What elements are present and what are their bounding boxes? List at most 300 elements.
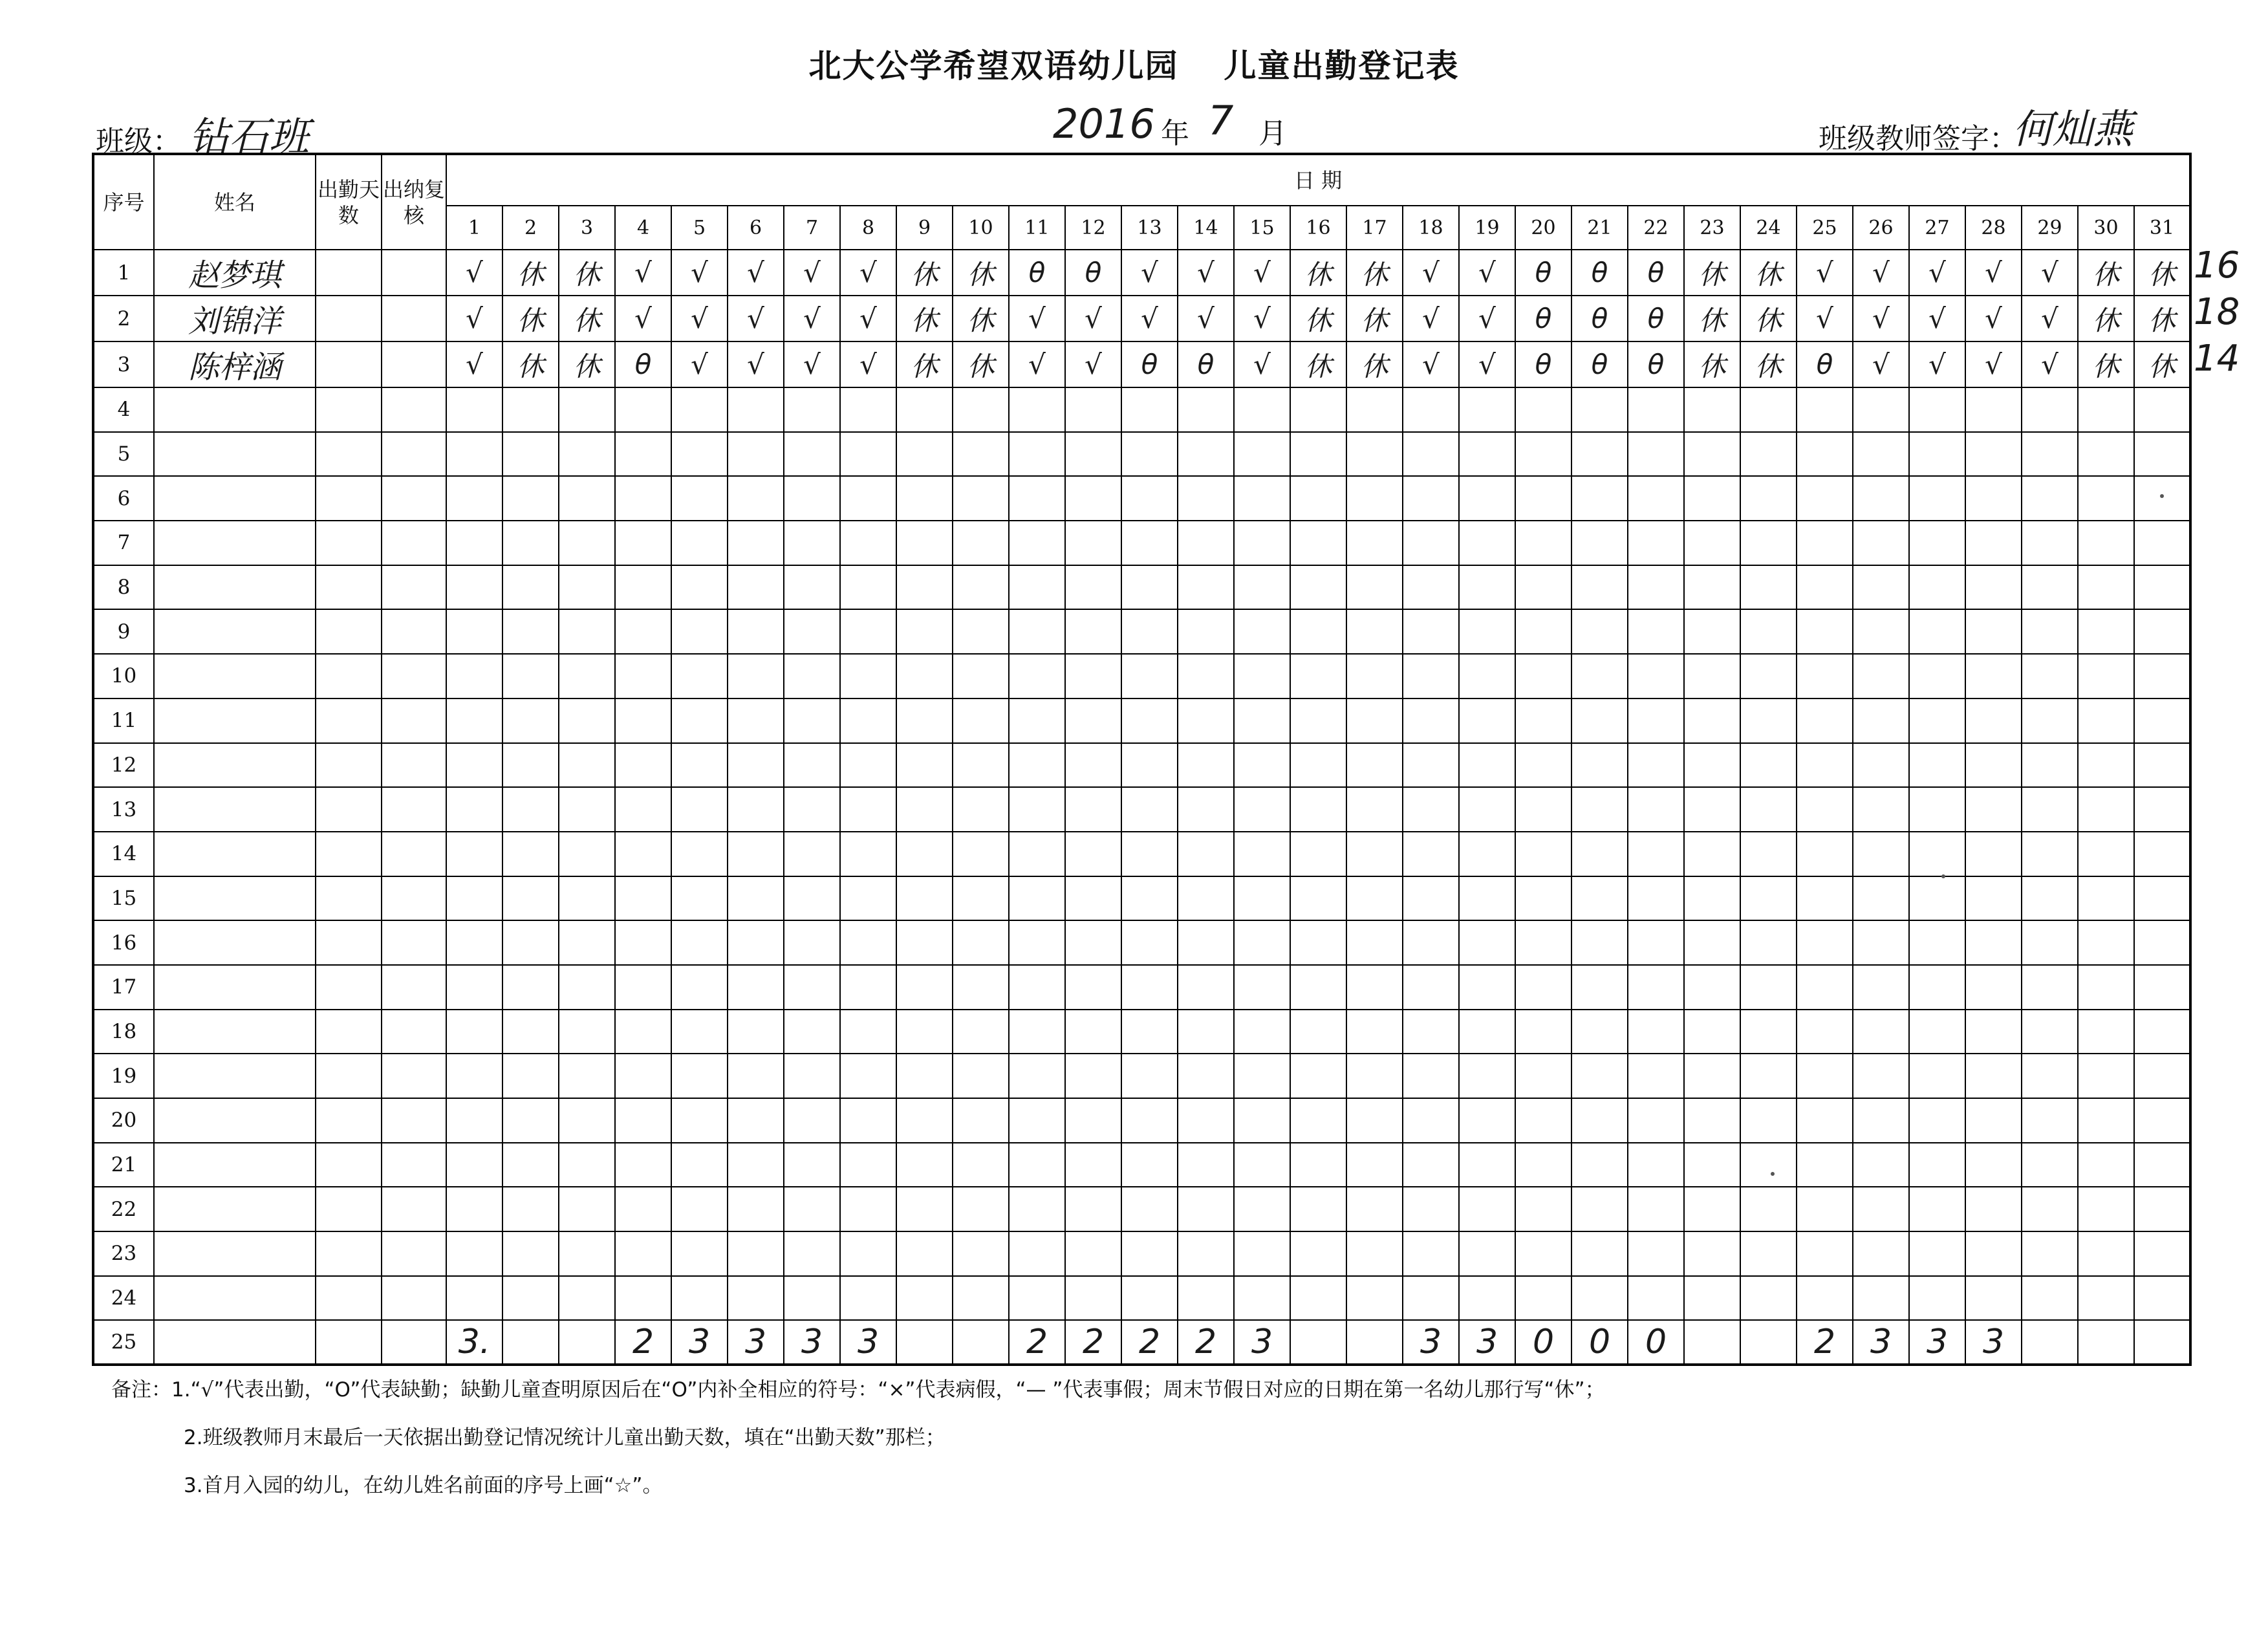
- attendance-cell[interactable]: [1009, 341, 1065, 387]
- attendance-cell[interactable]: [784, 1276, 840, 1321]
- attendance-cell[interactable]: [1009, 1187, 1065, 1231]
- attendance-cell[interactable]: [1684, 1231, 1740, 1276]
- attendance-cell[interactable]: [1740, 1143, 1797, 1187]
- attendance-cell[interactable]: [615, 1054, 671, 1098]
- attendance-cell[interactable]: [1121, 521, 1178, 565]
- attendance-cell[interactable]: [502, 1276, 559, 1321]
- cashier-review-cell[interactable]: [382, 476, 446, 521]
- attendance-cell[interactable]: [1290, 743, 1346, 788]
- attendance-cell[interactable]: [1121, 1054, 1178, 1098]
- attendance-cell[interactable]: [840, 1143, 896, 1187]
- attendance-cell[interactable]: [1403, 250, 1459, 296]
- attendance-cell[interactable]: [1515, 476, 1571, 521]
- attendance-cell[interactable]: [446, 1054, 502, 1098]
- attendance-cell[interactable]: [1740, 965, 1797, 1010]
- attendance-cell[interactable]: [784, 1054, 840, 1098]
- attendance-cell[interactable]: [1571, 1187, 1628, 1231]
- attendance-cell[interactable]: [615, 743, 671, 788]
- attendance-cell[interactable]: [1797, 476, 1853, 521]
- attendance-cell[interactable]: [1684, 698, 1740, 743]
- cashier-review-cell[interactable]: [382, 1231, 446, 1276]
- attendance-cell[interactable]: [2022, 743, 2078, 788]
- attendance-cell[interactable]: [728, 476, 784, 521]
- attendance-cell[interactable]: [2078, 387, 2134, 432]
- attendance-cell[interactable]: [1346, 965, 1403, 1010]
- attendance-cell[interactable]: [2134, 1276, 2190, 1321]
- attendance-cell[interactable]: [671, 1098, 728, 1143]
- attendance-cell[interactable]: [1234, 743, 1290, 788]
- attendance-cell[interactable]: [2134, 1231, 2190, 1276]
- attendance-cell[interactable]: [1178, 341, 1234, 387]
- attendance-cell[interactable]: [1853, 341, 1909, 387]
- attendance-cell[interactable]: [1740, 1010, 1797, 1054]
- attendance-cell[interactable]: [2134, 250, 2190, 296]
- attendance-cell[interactable]: [446, 476, 502, 521]
- attendance-cell[interactable]: [1740, 920, 1797, 965]
- attendance-cell[interactable]: [671, 1010, 728, 1054]
- attendance-cell[interactable]: [1121, 1187, 1178, 1231]
- attendance-cell[interactable]: [1797, 698, 1853, 743]
- student-name-cell[interactable]: [154, 1010, 316, 1054]
- attendance-cell[interactable]: [896, 432, 953, 477]
- attendance-cell[interactable]: [1740, 743, 1797, 788]
- attendance-cell[interactable]: [1065, 698, 1121, 743]
- attendance-cell[interactable]: [1853, 1231, 1909, 1276]
- attendance-cell[interactable]: [784, 432, 840, 477]
- attendance-cell[interactable]: [671, 1187, 728, 1231]
- attendance-cell[interactable]: [446, 609, 502, 654]
- attendance-cell[interactable]: [1009, 250, 1065, 296]
- attendance-cell[interactable]: [1346, 787, 1403, 832]
- attendance-cell[interactable]: [1909, 521, 1965, 565]
- attendance-cell[interactable]: [1684, 1098, 1740, 1143]
- attendance-cell[interactable]: [953, 565, 1009, 610]
- attendance-cell[interactable]: [1965, 1054, 2022, 1098]
- attendance-cell[interactable]: [1459, 1010, 1515, 1054]
- cashier-review-cell[interactable]: [382, 787, 446, 832]
- attendance-cell[interactable]: [1403, 1187, 1459, 1231]
- student-name-cell[interactable]: [154, 1276, 316, 1321]
- attendance-cell[interactable]: [1009, 1231, 1065, 1276]
- attendance-cell[interactable]: [559, 1054, 615, 1098]
- attendance-cell[interactable]: [1740, 609, 1797, 654]
- attendance-cell[interactable]: [1178, 654, 1234, 698]
- attendance-cell[interactable]: [502, 521, 559, 565]
- attendance-cell[interactable]: [1290, 698, 1346, 743]
- attendance-cell[interactable]: [1515, 698, 1571, 743]
- attendance-cell[interactable]: [1571, 876, 1628, 921]
- attendance-cell[interactable]: [2078, 1276, 2134, 1321]
- attendance-cell[interactable]: [1403, 654, 1459, 698]
- attendance-cell[interactable]: [1740, 250, 1797, 296]
- attendance-cell[interactable]: [2022, 341, 2078, 387]
- attendance-cell[interactable]: [446, 1231, 502, 1276]
- attendance-cell[interactable]: [2078, 476, 2134, 521]
- attendance-cell[interactable]: [1065, 832, 1121, 876]
- attendance-cell[interactable]: [2134, 1187, 2190, 1231]
- attendance-cell[interactable]: [1684, 965, 1740, 1010]
- attendance-cell[interactable]: [671, 296, 728, 341]
- attendance-cell[interactable]: [1121, 250, 1178, 296]
- attendance-cell[interactable]: [1178, 787, 1234, 832]
- attendance-cell[interactable]: [559, 1010, 615, 1054]
- attendance-cell[interactable]: [1684, 432, 1740, 477]
- attendance-cell[interactable]: [840, 787, 896, 832]
- attendance-cell[interactable]: [1628, 1187, 1684, 1231]
- cashier-review-cell[interactable]: [382, 1010, 446, 1054]
- attendance-cell[interactable]: [840, 698, 896, 743]
- attendance-cell[interactable]: [1234, 1187, 1290, 1231]
- attendance-cell[interactable]: [1121, 341, 1178, 387]
- attendance-cell[interactable]: [1571, 609, 1628, 654]
- attendance-cell[interactable]: [1797, 787, 1853, 832]
- attendance-cell[interactable]: [615, 920, 671, 965]
- student-name-cell[interactable]: [154, 876, 316, 921]
- attendance-cell[interactable]: [1459, 341, 1515, 387]
- attendance-cell[interactable]: [671, 965, 728, 1010]
- attendance-cell[interactable]: [728, 1320, 784, 1365]
- attendance-cell[interactable]: [671, 1231, 728, 1276]
- attendance-cell[interactable]: [840, 1010, 896, 1054]
- attendance-cell[interactable]: [2134, 787, 2190, 832]
- attendance-cell[interactable]: [1909, 387, 1965, 432]
- attendance-cell[interactable]: [2022, 1187, 2078, 1231]
- attendance-cell[interactable]: [1853, 565, 1909, 610]
- attendance-cell[interactable]: [1797, 432, 1853, 477]
- attendance-cell[interactable]: [1121, 698, 1178, 743]
- attendance-cell[interactable]: [1290, 1320, 1346, 1365]
- attendance-cell[interactable]: [896, 341, 953, 387]
- attendance-cell[interactable]: [1121, 832, 1178, 876]
- attendance-cell[interactable]: [1965, 521, 2022, 565]
- attendance-cell[interactable]: [1290, 1231, 1346, 1276]
- attendance-cell[interactable]: [1628, 341, 1684, 387]
- attendance-cell[interactable]: [1234, 787, 1290, 832]
- attendance-cell[interactable]: [2078, 296, 2134, 341]
- attendance-cell[interactable]: [1853, 832, 1909, 876]
- attendance-cell[interactable]: [2134, 387, 2190, 432]
- attendance-cell[interactable]: [1909, 965, 1965, 1010]
- attendance-cell[interactable]: [1234, 521, 1290, 565]
- attendance-cell[interactable]: [953, 1187, 1009, 1231]
- attendance-cell[interactable]: [1515, 965, 1571, 1010]
- attendance-cell[interactable]: [1515, 609, 1571, 654]
- attendance-cell[interactable]: [1909, 1010, 1965, 1054]
- attendance-cell[interactable]: [2022, 1010, 2078, 1054]
- attendance-cell[interactable]: [1121, 1098, 1178, 1143]
- attendance-cell[interactable]: [1797, 876, 1853, 921]
- attendance-cell[interactable]: [1346, 250, 1403, 296]
- attendance-cell[interactable]: [1403, 565, 1459, 610]
- attendance-cell[interactable]: [1797, 250, 1853, 296]
- attendance-cell[interactable]: [2022, 387, 2078, 432]
- attendance-cell[interactable]: [1403, 1231, 1459, 1276]
- attendance-cell[interactable]: [1290, 341, 1346, 387]
- attendance-cell[interactable]: [1459, 1187, 1515, 1231]
- attendance-cell[interactable]: [502, 698, 559, 743]
- attendance-cell[interactable]: [1009, 1276, 1065, 1321]
- student-name-cell[interactable]: [154, 832, 316, 876]
- attendance-cell[interactable]: [1178, 743, 1234, 788]
- attendance-cell[interactable]: [1403, 787, 1459, 832]
- attendance-cell[interactable]: [1853, 521, 1909, 565]
- attendance-days-cell[interactable]: [316, 920, 382, 965]
- attendance-cell[interactable]: [1571, 432, 1628, 477]
- attendance-cell[interactable]: [615, 787, 671, 832]
- attendance-cell[interactable]: [2134, 1010, 2190, 1054]
- cashier-review-cell[interactable]: [382, 609, 446, 654]
- attendance-cell[interactable]: [840, 432, 896, 477]
- attendance-cell[interactable]: [1178, 476, 1234, 521]
- attendance-cell[interactable]: [1290, 1276, 1346, 1321]
- attendance-cell[interactable]: [1234, 609, 1290, 654]
- attendance-cell[interactable]: [840, 1276, 896, 1321]
- attendance-cell[interactable]: [502, 965, 559, 1010]
- attendance-cell[interactable]: [1009, 787, 1065, 832]
- attendance-cell[interactable]: [1346, 296, 1403, 341]
- attendance-cell[interactable]: [896, 521, 953, 565]
- attendance-cell[interactable]: [1909, 565, 1965, 610]
- attendance-cell[interactable]: [1459, 476, 1515, 521]
- attendance-days-cell[interactable]: [316, 341, 382, 387]
- attendance-cell[interactable]: [671, 521, 728, 565]
- attendance-cell[interactable]: [671, 1320, 728, 1365]
- attendance-cell[interactable]: [1178, 296, 1234, 341]
- attendance-cell[interactable]: [1740, 1231, 1797, 1276]
- attendance-cell[interactable]: [671, 476, 728, 521]
- cashier-review-cell[interactable]: [382, 1276, 446, 1321]
- attendance-cell[interactable]: [1797, 965, 1853, 1010]
- attendance-cell[interactable]: [1684, 296, 1740, 341]
- attendance-days-cell[interactable]: [316, 609, 382, 654]
- attendance-cell[interactable]: [1346, 387, 1403, 432]
- attendance-cell[interactable]: [784, 876, 840, 921]
- attendance-cell[interactable]: [1740, 787, 1797, 832]
- attendance-cell[interactable]: [502, 387, 559, 432]
- attendance-cell[interactable]: [1178, 1010, 1234, 1054]
- attendance-cell[interactable]: [2022, 432, 2078, 477]
- attendance-cell[interactable]: [1290, 1054, 1346, 1098]
- attendance-cell[interactable]: [1234, 965, 1290, 1010]
- attendance-cell[interactable]: [446, 521, 502, 565]
- attendance-cell[interactable]: [1628, 965, 1684, 1010]
- attendance-cell[interactable]: [1178, 565, 1234, 610]
- attendance-cell[interactable]: [1178, 698, 1234, 743]
- attendance-cell[interactable]: [1065, 521, 1121, 565]
- attendance-cell[interactable]: [1121, 476, 1178, 521]
- attendance-cell[interactable]: [1909, 1143, 1965, 1187]
- student-name-cell[interactable]: [154, 476, 316, 521]
- attendance-cell[interactable]: [502, 609, 559, 654]
- attendance-cell[interactable]: [1065, 296, 1121, 341]
- attendance-cell[interactable]: [953, 387, 1009, 432]
- attendance-cell[interactable]: [615, 965, 671, 1010]
- attendance-cell[interactable]: [840, 521, 896, 565]
- attendance-cell[interactable]: [1628, 250, 1684, 296]
- attendance-cell[interactable]: [1684, 521, 1740, 565]
- attendance-cell[interactable]: [671, 250, 728, 296]
- attendance-cell[interactable]: [1290, 1143, 1346, 1187]
- attendance-cell[interactable]: [953, 296, 1009, 341]
- attendance-cell[interactable]: [1684, 832, 1740, 876]
- attendance-cell[interactable]: [1346, 1010, 1403, 1054]
- attendance-cell[interactable]: [1909, 787, 1965, 832]
- attendance-cell[interactable]: [896, 787, 953, 832]
- attendance-cell[interactable]: [2022, 296, 2078, 341]
- attendance-cell[interactable]: [446, 296, 502, 341]
- attendance-cell[interactable]: [728, 832, 784, 876]
- cashier-review-cell[interactable]: [382, 876, 446, 921]
- student-name-cell[interactable]: [154, 521, 316, 565]
- attendance-cell[interactable]: [1290, 432, 1346, 477]
- attendance-cell[interactable]: [502, 1231, 559, 1276]
- attendance-cell[interactable]: [1740, 876, 1797, 921]
- attendance-cell[interactable]: [2022, 1320, 2078, 1365]
- attendance-cell[interactable]: [1178, 521, 1234, 565]
- attendance-cell[interactable]: [671, 341, 728, 387]
- attendance-cell[interactable]: [1740, 832, 1797, 876]
- attendance-cell[interactable]: [1797, 1320, 1853, 1365]
- attendance-cell[interactable]: [1065, 476, 1121, 521]
- attendance-cell[interactable]: [728, 920, 784, 965]
- student-name-cell[interactable]: [154, 920, 316, 965]
- attendance-cell[interactable]: [1909, 654, 1965, 698]
- attendance-cell[interactable]: [1571, 296, 1628, 341]
- attendance-cell[interactable]: [896, 1231, 953, 1276]
- attendance-cell[interactable]: [1121, 296, 1178, 341]
- attendance-cell[interactable]: [559, 1098, 615, 1143]
- cashier-review-cell[interactable]: [382, 743, 446, 788]
- attendance-cell[interactable]: [1178, 832, 1234, 876]
- attendance-cell[interactable]: [896, 296, 953, 341]
- attendance-cell[interactable]: [1403, 1098, 1459, 1143]
- attendance-cell[interactable]: [953, 832, 1009, 876]
- attendance-cell[interactable]: [1234, 920, 1290, 965]
- attendance-cell[interactable]: [1571, 1276, 1628, 1321]
- attendance-cell[interactable]: [2022, 965, 2078, 1010]
- attendance-cell[interactable]: [1965, 1320, 2022, 1365]
- attendance-cell[interactable]: [2134, 698, 2190, 743]
- attendance-cell[interactable]: [1515, 1054, 1571, 1098]
- attendance-cell[interactable]: [1684, 876, 1740, 921]
- attendance-cell[interactable]: [2134, 341, 2190, 387]
- attendance-cell[interactable]: [446, 1187, 502, 1231]
- attendance-cell[interactable]: [840, 876, 896, 921]
- attendance-cell[interactable]: [671, 1276, 728, 1321]
- attendance-cell[interactable]: [615, 876, 671, 921]
- attendance-cell[interactable]: [1684, 1276, 1740, 1321]
- attendance-days-cell[interactable]: [316, 432, 382, 477]
- attendance-cell[interactable]: [1403, 1320, 1459, 1365]
- attendance-cell[interactable]: [1965, 698, 2022, 743]
- attendance-cell[interactable]: [1009, 521, 1065, 565]
- attendance-cell[interactable]: [840, 920, 896, 965]
- attendance-cell[interactable]: [1797, 565, 1853, 610]
- attendance-cell[interactable]: [953, 1276, 1009, 1321]
- attendance-cell[interactable]: [2022, 609, 2078, 654]
- attendance-cell[interactable]: [446, 743, 502, 788]
- attendance-cell[interactable]: [559, 654, 615, 698]
- attendance-cell[interactable]: [1628, 920, 1684, 965]
- attendance-cell[interactable]: [502, 787, 559, 832]
- attendance-cell[interactable]: [896, 387, 953, 432]
- attendance-cell[interactable]: [840, 250, 896, 296]
- cashier-review-cell[interactable]: [382, 832, 446, 876]
- attendance-cell[interactable]: [615, 1320, 671, 1365]
- attendance-cell[interactable]: [2022, 787, 2078, 832]
- attendance-cell[interactable]: [1234, 565, 1290, 610]
- attendance-cell[interactable]: [1684, 565, 1740, 610]
- attendance-cell[interactable]: [1965, 387, 2022, 432]
- attendance-cell[interactable]: [896, 1187, 953, 1231]
- attendance-cell[interactable]: [671, 565, 728, 610]
- attendance-cell[interactable]: [1121, 1320, 1178, 1365]
- attendance-cell[interactable]: [1346, 920, 1403, 965]
- attendance-cell[interactable]: [1515, 1231, 1571, 1276]
- attendance-cell[interactable]: [502, 296, 559, 341]
- attendance-cell[interactable]: [840, 654, 896, 698]
- attendance-cell[interactable]: [1178, 1320, 1234, 1365]
- attendance-cell[interactable]: [2078, 1054, 2134, 1098]
- attendance-days-cell[interactable]: [316, 965, 382, 1010]
- attendance-cell[interactable]: [559, 787, 615, 832]
- attendance-cell[interactable]: [1121, 876, 1178, 921]
- attendance-cell[interactable]: [784, 341, 840, 387]
- attendance-cell[interactable]: [728, 1143, 784, 1187]
- attendance-days-cell[interactable]: [316, 1320, 382, 1365]
- attendance-cell[interactable]: [615, 565, 671, 610]
- attendance-cell[interactable]: [953, 920, 1009, 965]
- attendance-cell[interactable]: [1684, 1143, 1740, 1187]
- attendance-cell[interactable]: [1346, 698, 1403, 743]
- attendance-cell[interactable]: [2022, 654, 2078, 698]
- attendance-cell[interactable]: [446, 565, 502, 610]
- attendance-cell[interactable]: [1234, 1098, 1290, 1143]
- attendance-cell[interactable]: [1065, 743, 1121, 788]
- attendance-cell[interactable]: [2134, 1054, 2190, 1098]
- attendance-cell[interactable]: [1459, 1098, 1515, 1143]
- attendance-cell[interactable]: [1965, 920, 2022, 965]
- attendance-cell[interactable]: [1797, 920, 1853, 965]
- student-name-cell[interactable]: [154, 1320, 316, 1365]
- attendance-days-cell[interactable]: [316, 476, 382, 521]
- attendance-days-cell[interactable]: [316, 565, 382, 610]
- attendance-cell[interactable]: [1853, 1098, 1909, 1143]
- attendance-cell[interactable]: [953, 965, 1009, 1010]
- attendance-cell[interactable]: [1515, 832, 1571, 876]
- cashier-review-cell[interactable]: [382, 1143, 446, 1187]
- attendance-cell[interactable]: [1628, 876, 1684, 921]
- attendance-cell[interactable]: [1740, 476, 1797, 521]
- attendance-cell[interactable]: [784, 387, 840, 432]
- attendance-days-cell[interactable]: [316, 521, 382, 565]
- attendance-cell[interactable]: [1009, 965, 1065, 1010]
- attendance-cell[interactable]: [502, 832, 559, 876]
- attendance-cell[interactable]: [840, 1098, 896, 1143]
- attendance-cell[interactable]: [1571, 654, 1628, 698]
- attendance-cell[interactable]: [1628, 432, 1684, 477]
- attendance-cell[interactable]: [559, 296, 615, 341]
- attendance-cell[interactable]: [1684, 920, 1740, 965]
- attendance-cell[interactable]: [1459, 698, 1515, 743]
- attendance-cell[interactable]: [1853, 1320, 1909, 1365]
- attendance-cell[interactable]: [2078, 654, 2134, 698]
- attendance-cell[interactable]: [1853, 965, 1909, 1010]
- attendance-cell[interactable]: [896, 476, 953, 521]
- attendance-cell[interactable]: [671, 609, 728, 654]
- attendance-cell[interactable]: [953, 521, 1009, 565]
- attendance-cell[interactable]: [784, 1320, 840, 1365]
